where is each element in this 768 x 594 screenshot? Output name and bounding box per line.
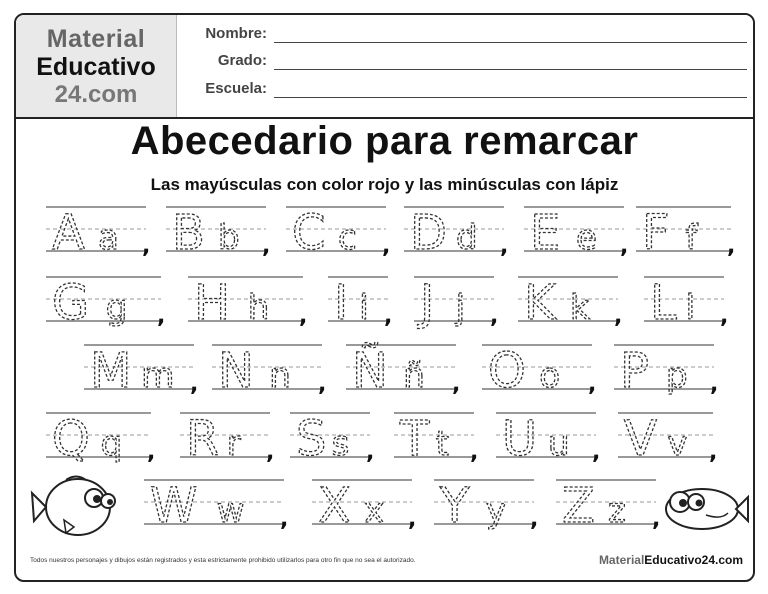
lowercase-letter: u: [548, 424, 570, 464]
lowercase-letter: c: [338, 218, 357, 258]
uppercase-letter: H: [194, 275, 231, 331]
uppercase-letter: G: [52, 275, 90, 331]
uppercase-letter: I: [334, 275, 349, 331]
letter-trace-cell[interactable]: [188, 275, 307, 331]
uppercase-letter: O: [488, 343, 526, 399]
uppercase-letter: M: [90, 343, 132, 399]
right-fish-illustration: [666, 489, 748, 529]
letter-trace-cell[interactable]: [518, 275, 622, 331]
uppercase-letter: J: [420, 275, 435, 331]
uppercase-letter: Z: [562, 478, 595, 534]
uppercase-letter: U: [502, 411, 538, 467]
left-fish-illustration: [32, 477, 115, 536]
letter-trace-cell[interactable]: [524, 205, 628, 261]
letter-trace-cell[interactable]: [290, 411, 374, 467]
lowercase-letter: a: [98, 218, 119, 258]
uppercase-letter: R: [186, 411, 220, 467]
footer-brand-a: Material: [598, 553, 645, 567]
comma-mark: ,: [142, 234, 151, 259]
lowercase-letter: ñ: [403, 356, 425, 396]
lowercase-letter: e: [576, 218, 597, 258]
comma-mark: ,: [280, 507, 289, 532]
letter-trace-cell[interactable]: [404, 205, 508, 261]
uppercase-letter: C: [292, 205, 326, 261]
comma-mark: ,: [470, 440, 479, 465]
lowercase-letter: l: [685, 288, 696, 328]
uppercase-letter: N: [218, 343, 254, 399]
comma-mark: ,: [147, 440, 156, 465]
grade-label: Grado:: [217, 52, 267, 69]
comma-mark: ,: [299, 304, 308, 329]
comma-mark: ,: [452, 372, 461, 397]
uppercase-letter: E: [530, 205, 561, 261]
logo-line-1: Material: [46, 25, 146, 53]
comma-mark: ,: [727, 234, 736, 259]
uppercase-letter: D: [410, 205, 447, 261]
lowercase-letter: z: [608, 491, 626, 531]
letter-trace-cell[interactable]: [286, 205, 390, 261]
lowercase-letter: v: [667, 424, 688, 464]
lowercase-letter: q: [100, 424, 123, 464]
letter-trace-cell[interactable]: [614, 343, 718, 399]
logo-line-2: Educativo: [36, 53, 156, 81]
letter-trace-cell[interactable]: [394, 411, 478, 467]
lowercase-letter: j: [455, 288, 466, 328]
uppercase-letter: K: [524, 275, 556, 331]
comma-mark: ,: [620, 234, 629, 259]
letter-trace-cell[interactable]: [46, 275, 165, 331]
worksheet: [14, 13, 755, 582]
uppercase-letter: Q: [52, 411, 90, 467]
lowercase-letter: h: [247, 288, 270, 328]
uppercase-letter: T: [400, 411, 430, 467]
letter-trace-cell[interactable]: [644, 275, 728, 331]
lowercase-letter: n: [269, 356, 291, 396]
letter-trace-cell[interactable]: [46, 411, 155, 467]
letter-trace-cell[interactable]: [328, 275, 392, 331]
lowercase-letter: p: [666, 356, 688, 396]
comma-mark: ,: [266, 440, 275, 465]
comma-mark: ,: [588, 372, 597, 397]
letter-trace-cell[interactable]: [180, 411, 274, 467]
lowercase-letter: t: [435, 424, 449, 464]
footer-brand: [599, 553, 743, 567]
uppercase-letter: Ñ: [352, 343, 388, 399]
comma-mark: ,: [490, 304, 499, 329]
letter-trace-cell[interactable]: [46, 205, 150, 261]
letter-trace-cell[interactable]: [556, 478, 660, 534]
lowercase-letter: f: [685, 218, 698, 258]
uppercase-letter: S: [296, 411, 327, 467]
comma-mark: ,: [408, 507, 417, 532]
uppercase-letter: A: [52, 205, 85, 261]
uppercase-letter: V: [624, 411, 657, 467]
letter-trace-cell[interactable]: [414, 275, 498, 331]
comma-mark: ,: [710, 372, 719, 397]
lowercase-letter: i: [359, 288, 369, 328]
logo-line-3: 24.com: [54, 81, 138, 108]
lowercase-letter: k: [570, 288, 590, 328]
comma-mark: ,: [614, 304, 623, 329]
letter-trace-cell[interactable]: [166, 205, 270, 261]
comma-mark: ,: [709, 440, 718, 465]
uppercase-letter: X: [318, 478, 351, 534]
comma-mark: ,: [382, 234, 391, 259]
lowercase-letter: y: [486, 491, 507, 531]
uppercase-letter: L: [650, 275, 677, 331]
comma-mark: ,: [530, 507, 539, 532]
comma-mark: ,: [384, 304, 393, 329]
comma-mark: ,: [652, 507, 661, 532]
page-title: Abecedario para remarcar: [130, 119, 639, 163]
letter-tracing-area: [16, 15, 753, 580]
footer-brand-b: Educativo24.com: [644, 553, 743, 567]
letter-trace-cell[interactable]: [346, 343, 460, 399]
uppercase-letter: Y: [440, 478, 470, 534]
uppercase-letter: B: [172, 205, 205, 261]
letter-trace-cell[interactable]: [434, 478, 538, 534]
lowercase-letter: s: [331, 424, 350, 464]
lowercase-letter: b: [218, 218, 240, 258]
letter-trace-cell[interactable]: [496, 411, 600, 467]
uppercase-letter: P: [620, 343, 649, 399]
lowercase-letter: x: [364, 491, 385, 531]
school-label: Escuela:: [205, 80, 267, 97]
comma-mark: ,: [720, 304, 729, 329]
uppercase-letter: W: [150, 478, 198, 534]
lowercase-letter: g: [105, 288, 128, 328]
comma-mark: ,: [592, 440, 601, 465]
lowercase-letter: w: [216, 491, 245, 531]
comma-mark: ,: [500, 234, 509, 259]
letter-trace-cell[interactable]: [84, 343, 198, 399]
comma-mark: ,: [157, 304, 166, 329]
lowercase-letter: r: [226, 424, 241, 464]
comma-mark: ,: [190, 372, 199, 397]
letter-trace-cell[interactable]: [144, 478, 288, 534]
comma-mark: ,: [262, 234, 271, 259]
lowercase-letter: d: [456, 218, 478, 258]
comma-mark: ,: [318, 372, 327, 397]
letter-trace-cell[interactable]: [482, 343, 596, 399]
lowercase-letter: m: [141, 356, 175, 396]
letter-trace-cell[interactable]: [618, 411, 717, 467]
letter-trace-cell[interactable]: [636, 205, 735, 261]
copyright-notice: Todos nuestros personajes y dibujos están registrados y esta estrictamente prohibido utilizarlos para otro fin que no sea el autorizado.: [30, 557, 416, 564]
lowercase-letter: o: [539, 356, 561, 396]
letter-trace-cell[interactable]: [312, 478, 416, 534]
uppercase-letter: F: [642, 205, 670, 261]
name-label: Nombre:: [205, 25, 267, 42]
comma-mark: ,: [366, 440, 375, 465]
page-subtitle: Las mayúsculas con color rojo y las minúsculas con lápiz: [150, 175, 619, 194]
letter-trace-cell[interactable]: [212, 343, 326, 399]
